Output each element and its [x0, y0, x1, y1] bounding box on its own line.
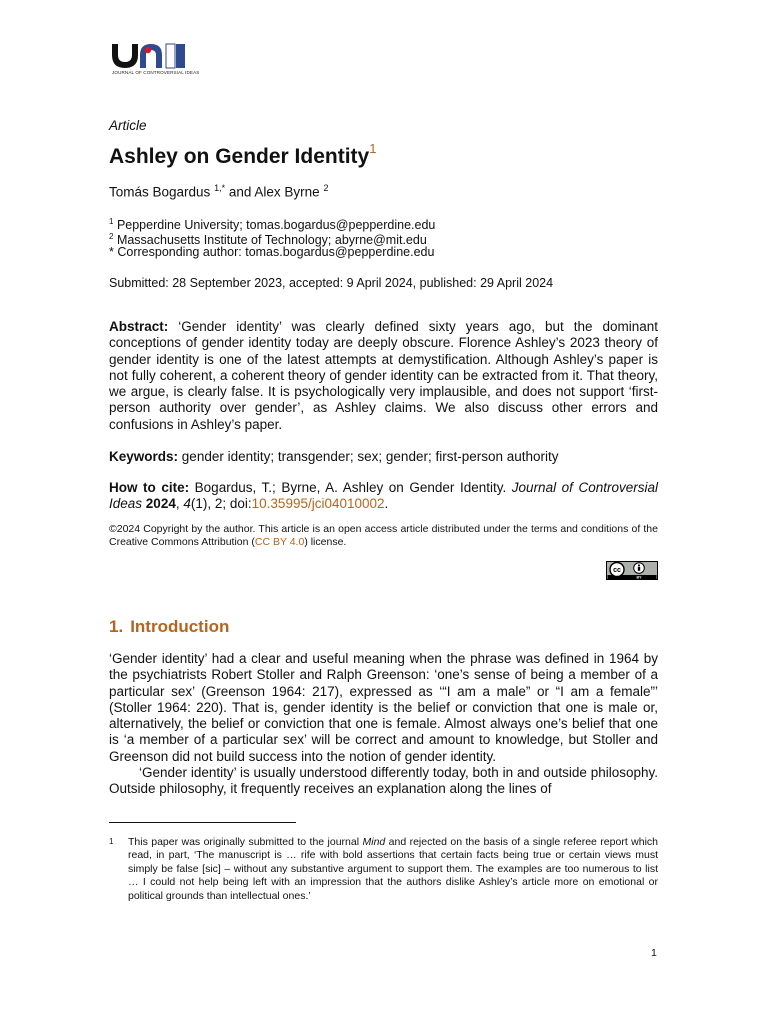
author-list — [109, 183, 328, 200]
section-heading — [109, 617, 229, 637]
journal-logo-caption: JOURNAL OF CONTROVERSIAL IDEAS — [112, 70, 200, 75]
affiliation-mark: 2 — [109, 232, 114, 241]
footnote-text-rest: and rejected on the basis of a single referee report which read, in part, ‘The manuscript is … rife with bold assertions that certain facts being true or certain views must simply be false [sic] – without any substantive argument to support them. The examples are too numerous to list … I could not help being left with an impression that the authors dislike Ashley’s article more on emotional or political grounds than intellectual ones.’ — [128, 836, 658, 902]
copyright-text-end: ) license. — [304, 535, 347, 548]
article-type: Article — [109, 118, 147, 133]
author-name: Tomás Bogardus — [109, 184, 211, 200]
keywords-text: gender identity; transgender; sex; gender; first-person authority — [181, 449, 559, 464]
doi-link[interactable]: 10.35995/jci04010002 — [251, 496, 385, 512]
footnote-text — [128, 836, 658, 903]
footnote-journal-name: Mind — [362, 836, 386, 848]
affiliation-text: Pepperdine University; tomas.bogardus@pepperdine.edu — [116, 218, 436, 233]
citation-year: 2024 — [145, 496, 176, 512]
cc-by-badge-icon[interactable] — [606, 561, 658, 580]
cc-by-badge-label: BY — [636, 575, 642, 580]
submission-dates: Submitted: 28 September 2023, accepted: 9 April 2024, published: 29 April 2024 — [109, 276, 554, 290]
cc-by-badge-graphic — [606, 561, 658, 580]
abstract-text: ‘Gender identity’ was clearly defined sixty years ago, but the dominant conceptions of gender identity today are deeply obscure. Florence Ashley’s 2023 theory of gender identity is one of the latest attempts at demystification. Although Ashley’s paper is not fully coherent, a coherent theory of gender identity can be extracted from it. That theory, we argue, is clearly false. It is psychologically very implausible, and does not support ‘first-person authority over gender’, as Ashley claims. We also discuss other errors and confusions in Ashley’s paper. — [109, 319, 658, 432]
section-title: Introduction — [130, 617, 230, 636]
abstract — [109, 319, 658, 433]
author-affil-mark: 1,* — [214, 183, 226, 193]
affiliation-mark: 1 — [109, 217, 114, 226]
abstract-label: Abstract: — [109, 319, 169, 334]
title-footnote-mark[interactable]: 1 — [369, 141, 377, 156]
how-to-cite-label: How to cite: — [109, 480, 190, 495]
how-to-cite: How to cite: Bogardus, T.; Byrne, A. Ashley on Gender Identity. Journal of Controversial Ideas 2024, 4(1), 2; doi:10.35995/jci04010002. — [109, 480, 658, 512]
citation-journal: Journal of Controversial Ideas — [109, 480, 658, 512]
journal-logo-mark — [110, 41, 190, 71]
svg-text:cc: cc — [613, 567, 621, 574]
citation-issue-page: (1), 2; doi: — [190, 496, 252, 512]
authors-joiner: and — [228, 184, 252, 200]
affiliation-line — [109, 245, 434, 260]
footnote-mark: 1 — [109, 837, 114, 846]
copyright-text: ©2024 Copyright by the author. This article is an open access article distributed under the terms and conditions of the Creative Commons Attribution ( — [109, 523, 658, 548]
section-number: 1. — [109, 617, 124, 636]
keywords — [109, 449, 658, 465]
article-title-text: Ashley on Gender Identity — [109, 145, 370, 168]
affiliation-mark: * — [109, 245, 114, 259]
affiliation-text: Corresponding author: tomas.bogardus@pepperdine.edu — [117, 245, 435, 259]
license-link[interactable]: CC BY 4.0 — [254, 535, 305, 548]
body-paragraph: ‘Gender identity’ is usually understood differently today, both in and outside philosophy. Outside philosophy, it frequently receives an explanation along the lines of — [109, 765, 658, 797]
copyright-notice — [109, 523, 658, 548]
citation-prefix: Bogardus, T.; Byrne, A. Ashley on Gender Identity. — [194, 480, 507, 495]
keywords-label: Keywords: — [109, 449, 179, 464]
page-number: 1 — [651, 947, 657, 959]
footnote-text-start: This paper was originally submitted to the journal — [128, 836, 363, 848]
body-text — [109, 651, 658, 798]
affiliation-text: Massachusetts Institute of Technology; abyrne@mit.edu — [116, 233, 427, 248]
footnote-divider — [109, 822, 296, 823]
author-affil-mark: 2 — [323, 183, 329, 193]
body-paragraph: ‘Gender identity’ had a clear and useful meaning when the phrase was defined in 1964 by the psychiatrists Robert Stoller and Ralph Greenson: ‘one’s sense of being a member of a particular sex’ (Greenson 1964: 217), expressed as ‘“I am a male” or “I am a female”’ (Stoller 1964: 220). That is, gender identity is the belief or conviction that one is male or, alternatively, the belief or conviction that one is female. Almost always one’s belief that one is ‘a member of a particular sex’ will be correct and amount to knowledge, but Stoller and Greenson did not build success into the notion of gender identity. — [109, 651, 658, 764]
author-name: Alex Byrne — [254, 184, 320, 200]
citation-suffix: . — [384, 496, 389, 512]
footnote — [109, 836, 658, 903]
article-title — [109, 143, 376, 169]
citation-volume: 4 — [183, 496, 191, 512]
